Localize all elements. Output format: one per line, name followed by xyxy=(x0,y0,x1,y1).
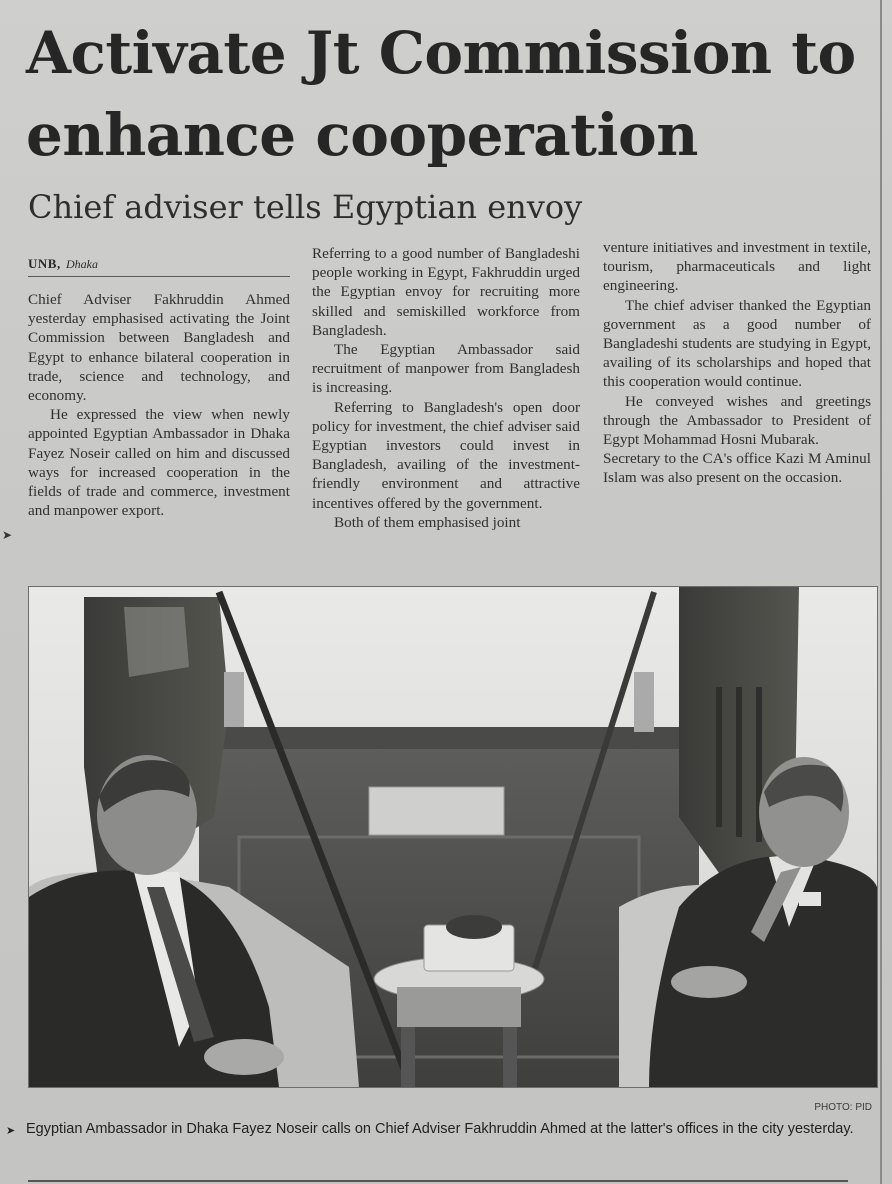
headline-line-1: Activate Jt Commission to xyxy=(26,19,856,87)
side-table-body xyxy=(397,987,521,1027)
article-column-2 xyxy=(312,244,580,532)
flower-arrangement xyxy=(446,915,502,939)
news-photo xyxy=(28,586,878,1088)
byline xyxy=(28,254,290,277)
tassel-left xyxy=(224,672,244,727)
paragraph: Referring to a good number of Bangladeshi people working in Egypt, Fakhruddin urged the Egyptian envoy for recruiting more skilled and semiskilled workforce from Bangladesh. xyxy=(312,245,580,339)
paragraph: Both of them emphasised joint xyxy=(334,513,521,531)
left-man-hands xyxy=(204,1039,284,1075)
headline-line-2: enhance cooperation xyxy=(26,101,698,169)
table-leg xyxy=(401,1027,415,1087)
column-rule xyxy=(880,0,882,1184)
paragraph: Referring to Bangladesh's open door policy for investment, the chief adviser said Egyptian investors could invest in Bangladesh, availing of the investment-friendly environment and attractive incentives offered by the government. xyxy=(312,398,580,512)
bottom-rule xyxy=(28,1180,848,1182)
pocket-square xyxy=(799,892,821,906)
photo-caption: Egyptian Ambassador in Dhaka Fayez Noseir calls on Chief Adviser Fakhruddin Ahmed at the latter's offices in the city yesterday. xyxy=(26,1121,854,1137)
subheadline: Chief adviser tells Egyptian envoy xyxy=(28,188,583,226)
photo-credit: PHOTO: PID xyxy=(814,1102,872,1113)
photo-illustration xyxy=(29,587,877,1087)
byline-place: Dhaka xyxy=(65,257,98,271)
paragraph: Chief Adviser Fakhruddin Ahmed yesterday emphasised activating the Joint Commission between Bangladesh and Egypt to enhance bilateral cooperation in trade, science and technology, and economy. xyxy=(28,291,290,405)
headline xyxy=(26,12,876,176)
margin-arrow-icon: ➤ xyxy=(2,528,13,542)
flag-emblem xyxy=(124,607,189,677)
article-column-3 xyxy=(603,238,871,488)
byline-agency: UNB, xyxy=(28,256,61,271)
paragraph: He conveyed wishes and greetings through the Ambassador to President of Egypt Mohammad Hosni Mubarak. xyxy=(603,392,871,449)
plaque xyxy=(369,787,504,835)
paragraph: He expressed the view when newly appointed Egyptian Ambassador in Dhaka Fayez Noseir called on him and discussed ways for increased cooperation in the fields of trade and commerce, investment and manpower export. xyxy=(28,406,290,520)
article-column-1 xyxy=(28,290,290,520)
paragraph: The chief adviser thanked the Egyptian government as a good number of Bangladeshi students are studying in Egypt, availing of its scholarships and hoped that this cooperation would continue. xyxy=(603,296,871,391)
cabinet-top xyxy=(189,727,709,749)
right-man-hands xyxy=(671,966,747,998)
table-leg xyxy=(503,1027,517,1087)
tassel-right xyxy=(634,672,654,732)
caption-arrow-icon: ➤ xyxy=(6,1124,16,1137)
paragraph: The Egyptian Ambassador said recruitment of manpower from Bangladesh is increasing. xyxy=(312,341,580,397)
paragraph: Secretary to the CA's office Kazi M Aminul Islam was also present on the occasion. xyxy=(603,450,871,487)
paragraph: venture initiatives and investment in textile, tourism, pharmaceuticals and light engineering. xyxy=(603,239,871,295)
